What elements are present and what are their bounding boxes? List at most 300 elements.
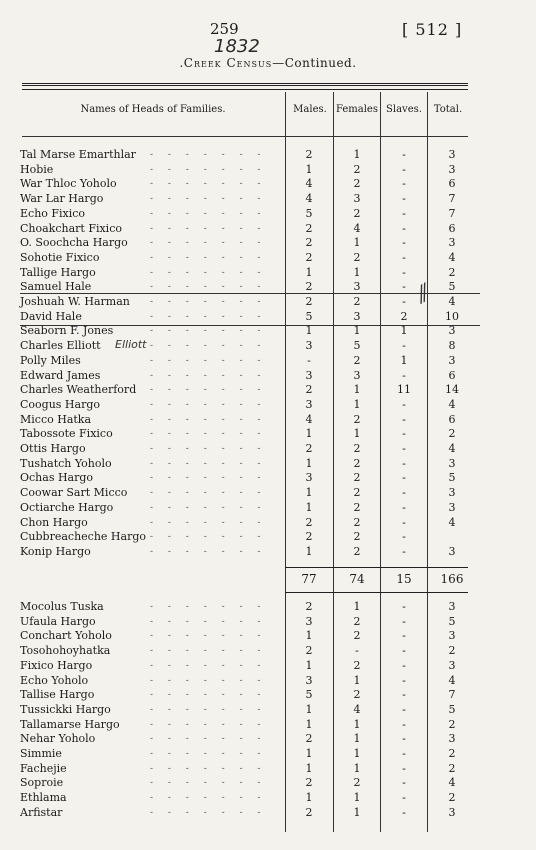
leader-dots: - - - - - - -: [150, 311, 267, 322]
total-count: 6: [448, 177, 456, 191]
total-count: 5: [448, 614, 456, 628]
column-header-slaves: Slaves.: [386, 104, 422, 115]
total-count: 3: [448, 600, 456, 613]
males-count: 2: [305, 442, 313, 455]
males-count: 3: [305, 614, 313, 628]
leader-dots: - - - - - - -: [150, 646, 267, 657]
header-bottom-rule: [22, 136, 468, 137]
slaves-count: -: [402, 747, 406, 760]
females-count: 1: [353, 324, 361, 338]
slaves-count: 2: [400, 309, 408, 323]
leader-dots: - - - - - - -: [150, 282, 267, 293]
females-count: 2: [353, 515, 361, 529]
family-head-name: Sohotie Fixico: [20, 250, 100, 264]
leader-dots: - - - - - - -: [150, 238, 267, 249]
table-row: [0, 762, 536, 776]
leader-dots: - - - - - - -: [150, 194, 267, 205]
table-row: [0, 615, 536, 629]
table-row: [0, 688, 536, 702]
leader-dots: - - - - - - -: [150, 532, 267, 543]
slaves-count: -: [402, 397, 406, 411]
family-head-name: Micco Hatka: [20, 412, 92, 426]
column-header-total: Total.: [433, 104, 463, 115]
slaves-count: -: [402, 486, 406, 500]
total-count: 4: [448, 295, 456, 308]
males-count: 1: [305, 456, 313, 470]
table-row: [0, 148, 536, 162]
females-count: 1: [353, 791, 361, 805]
family-head-name: Fachejie: [20, 761, 67, 775]
leader-dots: - - - - - - -: [150, 341, 267, 352]
leader-dots: - - - - - - -: [150, 719, 267, 730]
leader-dots: - - - - - - -: [150, 208, 267, 219]
slaves-count: -: [402, 791, 406, 805]
table-row: [0, 427, 536, 441]
table-row: [0, 369, 536, 383]
total-count: 3: [448, 353, 456, 367]
total-count: 10: [445, 309, 459, 323]
males-count: 1: [305, 791, 313, 805]
total-count: 8: [448, 339, 456, 353]
total-count: 7: [448, 206, 456, 220]
table-row: [0, 545, 536, 559]
females-count: 1: [353, 805, 361, 819]
family-head-name: Tal Marse Emarthlar: [20, 148, 136, 161]
table-row: [0, 776, 536, 790]
table-row: [0, 163, 536, 177]
table-row: [0, 236, 536, 250]
slaves-count: -: [402, 614, 406, 628]
slaves-count: -: [402, 427, 406, 441]
subtotal-rule-bottom: [285, 592, 468, 593]
table-row: [0, 629, 536, 643]
family-head-name: Arfistar: [20, 805, 63, 819]
slaves-count: -: [402, 412, 406, 426]
page-number: 259: [210, 20, 239, 38]
family-head-name: Hobie: [20, 162, 54, 176]
total-count: 3: [448, 629, 456, 643]
males-count: 2: [305, 148, 313, 161]
leader-dots: - - - - - - -: [150, 473, 267, 484]
slaves-count: -: [402, 295, 406, 308]
family-head-name: Tussickki Hargo: [20, 702, 111, 716]
table-row: [0, 383, 536, 397]
females-count: 1: [353, 265, 361, 279]
family-head-name: Choakchart Fixico: [20, 221, 122, 235]
table-row: [0, 457, 536, 471]
males-count: 2: [305, 295, 313, 308]
slaves-count: -: [402, 162, 406, 176]
family-head-name: Nehar Yoholo: [20, 732, 96, 746]
females-count: 1: [353, 747, 361, 760]
table-row: [0, 486, 536, 500]
leader-dots: - - - - - - -: [150, 150, 267, 160]
females-count: 1: [353, 427, 361, 441]
slaves-count: -: [402, 702, 406, 716]
table-row: [0, 295, 536, 309]
leader-dots: - - - - - - -: [150, 675, 267, 686]
slaves-count: -: [402, 515, 406, 529]
slaves-count: -: [402, 776, 406, 790]
strike-line: [20, 293, 480, 294]
table-row: [0, 674, 536, 688]
total-count: 7: [448, 192, 456, 206]
females-count: 1: [353, 600, 361, 613]
family-head-name: Tabossote Fixico: [20, 427, 113, 441]
total-count: 4: [448, 673, 456, 687]
total-count: 3: [448, 732, 456, 746]
slaves-count: -: [402, 805, 406, 819]
males-count: 2: [305, 280, 313, 294]
slaves-count: -: [402, 673, 406, 687]
leader-dots: - - - - - - -: [150, 223, 267, 234]
table-row: [0, 791, 536, 805]
slaves-count: -: [402, 688, 406, 702]
males-count: 2: [305, 776, 313, 790]
total-count: 3: [448, 500, 456, 514]
leader-dots: - - - - - - -: [150, 502, 267, 513]
family-head-name: Tallise Hargo: [20, 688, 95, 702]
leader-dots: - - - - - - -: [150, 734, 267, 745]
slaves-count: -: [402, 368, 406, 382]
total-count: 2: [448, 791, 456, 805]
males-count: 3: [305, 673, 313, 687]
table-row: [0, 207, 536, 221]
total-count: 5: [448, 280, 456, 294]
males-count: 2: [305, 644, 313, 658]
leader-dots: - - - - - - -: [150, 807, 267, 818]
females-count: 2: [353, 353, 361, 367]
top-rule: [22, 89, 468, 90]
column-header-females: Females: [335, 104, 378, 115]
slaves-count: -: [402, 471, 406, 485]
slaves-count: -: [402, 600, 406, 613]
table-row: [0, 501, 536, 515]
females-count: 5: [353, 339, 361, 353]
slaves-count: -: [402, 732, 406, 746]
slaves-count: -: [402, 221, 406, 235]
slaves-count: -: [402, 236, 406, 250]
table-row: [0, 530, 536, 544]
females-count: 1: [353, 732, 361, 746]
leader-dots: - - - - - - -: [150, 602, 267, 612]
females-count: 2: [353, 658, 361, 672]
family-head-name: Tallamarse Hargo: [20, 717, 120, 731]
slaves-count: -: [402, 530, 406, 544]
leader-dots: - - - - - - -: [150, 399, 267, 410]
males-count: 1: [305, 717, 313, 731]
total-count: 3: [448, 486, 456, 500]
total-count: 6: [448, 221, 456, 235]
slaves-count: -: [402, 206, 406, 220]
table-row: [0, 192, 536, 206]
males-count: 2: [305, 600, 313, 613]
subtotal-females: 74: [349, 572, 365, 586]
table-row: [0, 413, 536, 427]
females-count: 2: [353, 162, 361, 176]
males-count: 4: [305, 177, 313, 191]
leader-dots: - - - - - - -: [150, 429, 267, 440]
total-count: 2: [448, 644, 456, 658]
strike-line: [20, 325, 480, 326]
males-count: 2: [305, 515, 313, 529]
leader-dots: - - - - - - -: [150, 778, 267, 789]
females-count: 4: [353, 702, 361, 716]
leader-dots: - - - - - - -: [150, 704, 267, 715]
leader-dots: - - - - - - -: [150, 793, 267, 804]
total-count: 2: [448, 761, 456, 775]
males-count: 2: [305, 383, 313, 397]
slaves-count: -: [402, 442, 406, 455]
females-count: 2: [353, 442, 361, 455]
total-count: 7: [448, 688, 456, 702]
total-count: 4: [448, 442, 456, 455]
males-count: 1: [305, 544, 313, 558]
males-count: 2: [305, 236, 313, 250]
table-row: [0, 251, 536, 265]
table-row: [0, 659, 536, 673]
total-count: 6: [448, 368, 456, 382]
table-row: [0, 442, 536, 456]
males-count: -: [307, 353, 311, 367]
females-count: 2: [353, 544, 361, 558]
slaves-count: -: [402, 250, 406, 264]
males-count: 5: [305, 688, 313, 702]
total-count: 4: [448, 250, 456, 264]
females-count: 3: [353, 280, 361, 294]
family-head-name: Charles Weatherford: [20, 383, 137, 397]
leader-dots: - - - - - - -: [150, 488, 267, 499]
total-count: 14: [445, 383, 459, 397]
family-head-name: Polly Miles: [20, 353, 81, 367]
family-head-name: Ethlama: [20, 791, 67, 805]
females-count: 1: [353, 236, 361, 250]
leader-dots: - - - - - - -: [150, 326, 267, 337]
males-count: 4: [305, 192, 313, 206]
leader-dots: - - - - - - -: [150, 660, 267, 671]
leader-dots: - - - - - - -: [150, 749, 267, 759]
total-count: 2: [448, 747, 456, 760]
leader-dots: - - - - - - -: [150, 444, 267, 454]
total-count: 3: [448, 658, 456, 672]
family-head-name: Samuel Hale: [20, 280, 92, 294]
table-row: [0, 747, 536, 761]
family-head-name: Mocolus Tuska: [20, 600, 104, 613]
handwritten-annotation: Elliott: [115, 338, 147, 351]
leader-dots: - - - - - - -: [150, 252, 267, 263]
total-count: 5: [448, 702, 456, 716]
males-count: 1: [305, 427, 313, 441]
family-head-name: Ufaula Hargo: [20, 614, 96, 628]
total-count: 3: [448, 544, 456, 558]
total-count: 5: [448, 471, 456, 485]
heading-title: Creek Census: [183, 56, 273, 70]
slaves-count: -: [402, 629, 406, 643]
leader-dots: - - - - - - -: [150, 458, 267, 469]
males-count: 4: [305, 412, 313, 426]
total-count: 3: [448, 162, 456, 176]
top-double-rule: [22, 83, 468, 86]
family-head-name: Ochas Hargo: [20, 471, 94, 485]
handwritten-year: 1832: [214, 36, 260, 57]
females-count: 1: [353, 148, 361, 161]
family-head-name: Soproie: [20, 776, 64, 790]
family-head-name: Tallige Hargo: [20, 265, 96, 279]
females-count: 2: [353, 412, 361, 426]
family-head-name: Octiarche Hargo: [20, 500, 114, 514]
males-count: 3: [305, 471, 313, 485]
table-row: [0, 644, 536, 658]
table-row: [0, 354, 536, 368]
females-count: 2: [353, 456, 361, 470]
females-count: 2: [353, 629, 361, 643]
males-count: 1: [305, 486, 313, 500]
males-count: 5: [305, 206, 313, 220]
females-count: 3: [353, 309, 361, 323]
table-row: [0, 732, 536, 746]
family-head-name: Charles Elliott: [20, 339, 101, 353]
females-count: 1: [353, 397, 361, 411]
males-count: 1: [305, 162, 313, 176]
family-head-name: Konip Hargo: [20, 544, 91, 558]
column-header-name: Names of Heads of Families.: [80, 104, 226, 115]
total-count: 3: [448, 805, 456, 819]
males-count: 5: [305, 309, 313, 323]
total-count: 3: [448, 148, 456, 161]
males-count: 1: [305, 265, 313, 279]
slaves-count: 11: [397, 383, 411, 397]
family-head-name: Conchart Yoholo: [20, 629, 112, 643]
table-row: [0, 324, 536, 338]
males-count: 1: [305, 747, 313, 760]
slaves-count: -: [402, 644, 406, 658]
females-count: 2: [353, 500, 361, 514]
leader-dots: - - - - - - -: [150, 631, 267, 642]
females-count: 2: [353, 530, 361, 544]
females-count: 2: [353, 688, 361, 702]
slaves-count: -: [402, 761, 406, 775]
table-row: [0, 806, 536, 820]
family-head-name: Echo Fixico: [20, 206, 86, 220]
family-head-name: Coogus Hargo: [20, 397, 101, 411]
subtotal-males: 77: [301, 572, 317, 586]
females-count: 2: [353, 206, 361, 220]
males-count: 2: [305, 221, 313, 235]
males-count: 1: [305, 702, 313, 716]
total-count: 3: [448, 456, 456, 470]
total-count: 4: [448, 776, 456, 790]
family-head-name: Echo Yoholo: [20, 673, 89, 687]
leader-dots: - - - - - - -: [150, 385, 267, 396]
heading-prefix: .: [179, 56, 184, 70]
males-count: 2: [305, 250, 313, 264]
slaves-count: -: [402, 192, 406, 206]
females-count: 1: [353, 717, 361, 731]
column-header-males: Males.: [293, 104, 327, 115]
males-count: 3: [305, 339, 313, 353]
leader-dots: - - - - - - -: [150, 370, 267, 381]
males-count: 2: [305, 732, 313, 746]
leader-dots: - - - - - - -: [150, 616, 267, 627]
subtotal-rule: [285, 567, 468, 568]
total-count: 2: [448, 717, 456, 731]
table-row: [0, 266, 536, 280]
males-count: 1: [305, 761, 313, 775]
total-count: 2: [448, 427, 456, 441]
family-head-name: Coowar Sart Micco: [20, 486, 128, 500]
family-head-name: Simmie: [20, 747, 62, 760]
subtotal-total: 166: [440, 572, 464, 586]
table-row: [0, 398, 536, 412]
males-count: 2: [305, 530, 313, 544]
leader-dots: - - - - - - -: [150, 179, 267, 190]
males-count: 1: [305, 324, 313, 338]
total-count: 6: [448, 412, 456, 426]
family-head-name: Edward James: [20, 368, 101, 382]
leader-dots: - - - - - - -: [150, 355, 267, 366]
females-count: 2: [353, 614, 361, 628]
females-count: 2: [353, 486, 361, 500]
females-count: 1: [353, 383, 361, 397]
subtotal-slaves: 15: [396, 572, 412, 586]
males-count: 1: [305, 629, 313, 643]
table-row: [0, 718, 536, 732]
females-count: 2: [353, 250, 361, 264]
table-row: [0, 600, 536, 614]
family-head-name: Joshuah W. Harman: [20, 295, 130, 308]
total-count: 2: [448, 265, 456, 279]
females-count: 2: [353, 471, 361, 485]
slaves-count: -: [402, 265, 406, 279]
family-head-name: Chon Hargo: [20, 515, 88, 529]
slaves-count: -: [402, 500, 406, 514]
family-head-name: O. Soochcha Hargo: [20, 236, 128, 250]
females-count: -: [355, 644, 359, 658]
slaves-count: -: [402, 717, 406, 731]
family-head-name: War Lar Hargo: [20, 192, 104, 206]
bracket-number: [ 512 ]: [402, 20, 463, 39]
total-count: 4: [448, 397, 456, 411]
slaves-count: -: [402, 148, 406, 161]
leader-dots: - - - - - - -: [150, 690, 267, 701]
total-count: 3: [448, 324, 456, 338]
males-count: 1: [305, 500, 313, 514]
leader-dots: - - - - - - -: [150, 763, 267, 774]
slaves-count: -: [402, 280, 406, 294]
slaves-count: -: [402, 658, 406, 672]
check-mark: ⁄⁄: [414, 281, 434, 308]
males-count: 3: [305, 397, 313, 411]
heading-suffix: —Continued.: [272, 56, 357, 70]
leader-dots: - - - - - - -: [150, 267, 267, 278]
slaves-count: -: [402, 177, 406, 191]
slaves-count: 1: [400, 324, 408, 338]
females-count: 3: [353, 368, 361, 382]
family-head-name: War Thloc Yoholo: [20, 177, 117, 191]
family-head-name: Tushatch Yoholo: [20, 456, 112, 470]
females-count: 2: [353, 776, 361, 790]
males-count: 1: [305, 658, 313, 672]
leader-dots: - - - - - - -: [150, 414, 267, 425]
family-head-name: Seaborn F. Jones: [20, 324, 114, 338]
females-count: 2: [353, 177, 361, 191]
slaves-count: 1: [400, 353, 408, 367]
leader-dots: - - - - - - -: [150, 164, 267, 175]
page-heading: [0, 56, 536, 70]
females-count: 1: [353, 673, 361, 687]
slaves-count: -: [402, 544, 406, 558]
table-row: [0, 471, 536, 485]
